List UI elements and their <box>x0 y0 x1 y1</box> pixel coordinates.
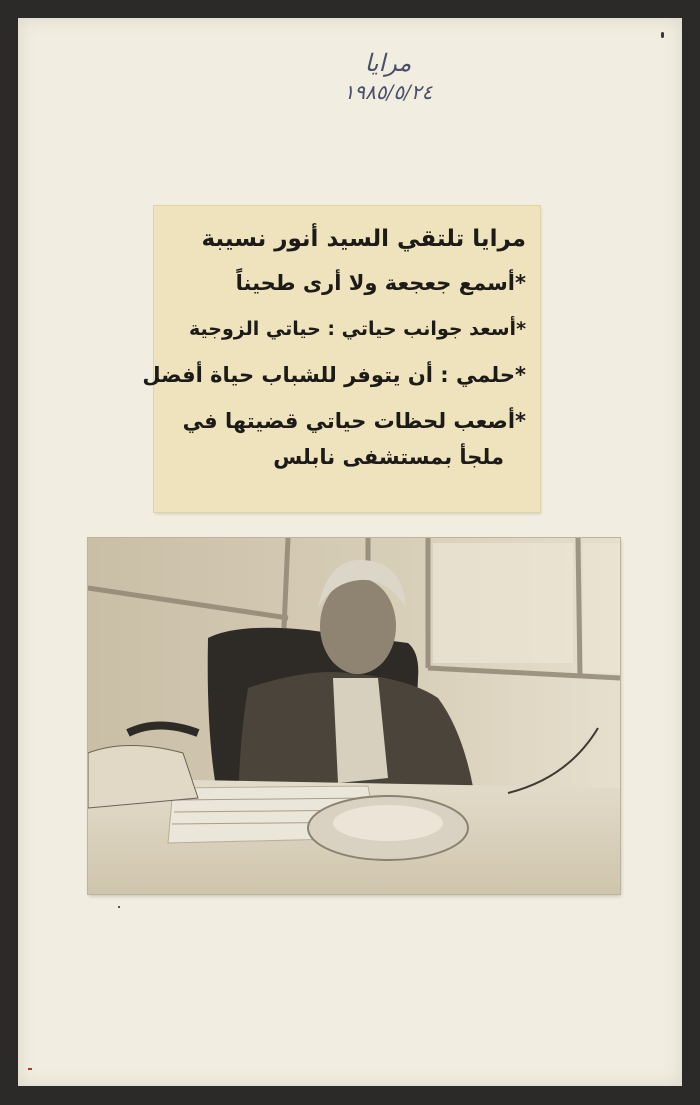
headline-bullet-4-continuation: ملجأ بمستشفى نابلس <box>273 445 504 469</box>
headline-bullet-3: *حلمي : أن يتوفر للشباب حياة أفضل <box>142 363 526 387</box>
paper-speck <box>118 906 120 908</box>
publication-date: ١٩٨٥/٥/٢٤ <box>343 80 433 104</box>
publication-name: مرايا <box>364 49 412 77</box>
headline-title: مرايا تلتقي السيد أنور نسيبة <box>201 226 526 252</box>
newspaper-photo <box>88 538 620 894</box>
archive-sheet <box>18 18 682 1086</box>
headline-bullet-4: *أصعب لحظات حياتي قضيتها في <box>182 409 526 433</box>
headline-bullet-2: *أسعد جوانب حياتي : حياتي الزوجية <box>189 318 526 340</box>
sheet-mark-red <box>28 1068 32 1070</box>
photo-illustration <box>88 538 620 894</box>
sheet-mark <box>661 32 664 38</box>
handwritten-annotation <box>288 48 488 106</box>
headline-bullet-1: *أسمع جعجعة ولا أرى طحيناً <box>235 271 526 295</box>
headline-clipping <box>142 206 540 512</box>
